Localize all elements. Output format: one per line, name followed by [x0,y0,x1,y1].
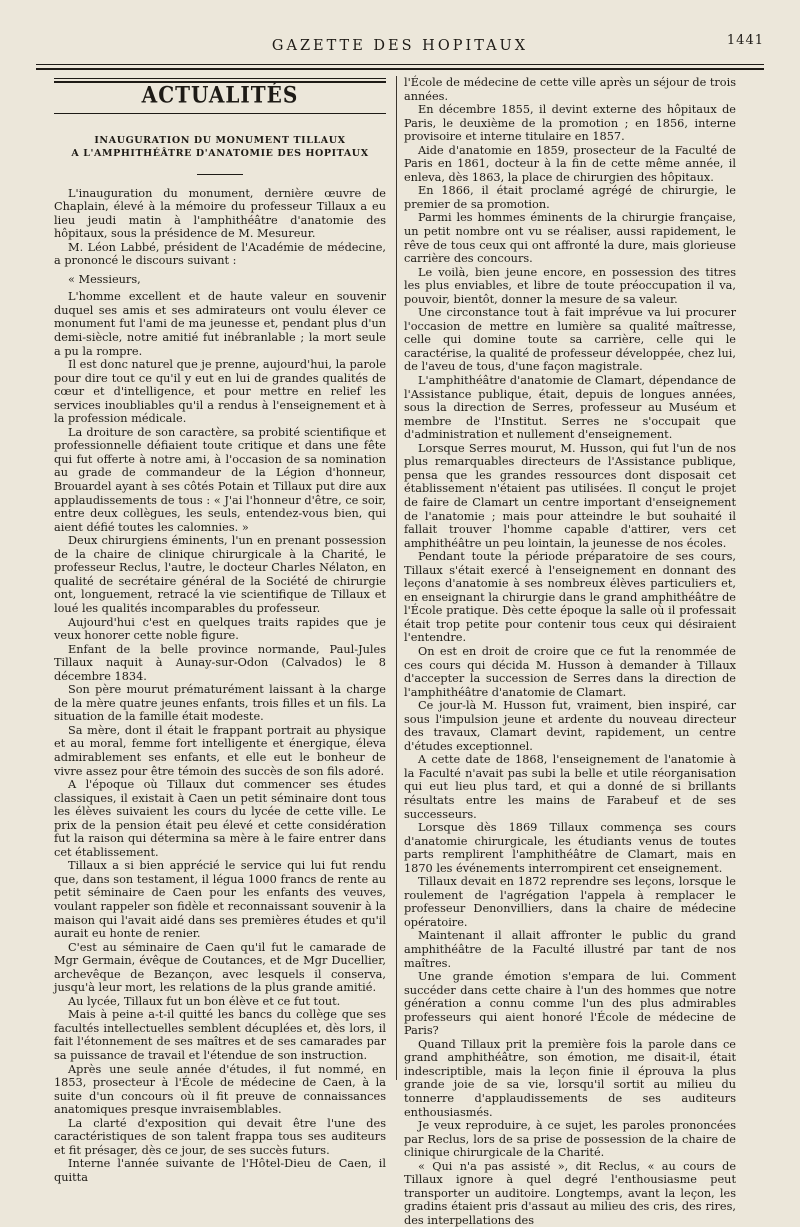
paragraph: Le voilà, bien jeune encore, en possession des titres les plus enviables, et libre de toute préoccupation il va, pouvoir, bientôt, donner la mesure de sa valeur. [404,265,736,306]
article-heading [54,134,386,160]
right-column [404,76,736,1227]
paragraph: C'est au séminaire de Caen qu'il fut le camarade de Mgr Germain, évêque de Coutances, et de Mgr Ducellier, archevêque de Bezançon, avec lesquels il conserva, jusqu'à leur mort, les relations de la plus grande amitié. [54,940,386,995]
paragraph: Deux chirurgiens éminents, l'un en prenant possession de la chaire de clinique chirurgicale à la Charité, le professeur Reclus, l'autre, le docteur Charles Nélaton, en qualité de secrétaire général de la Société de chirurgie ont, longuement, retracé la vie scientifique de Tillaux et loué les qualités incomparables du professeur. [54,534,386,615]
paragraph: L'amphithéâtre d'anatomie de Clamart, dépendance de l'Assistance publique, était, depuis de longues années, sous la direction de Serres, professeur au Muséum et membre de l'Institut. Serres ne s'occupait que d'administration et nullement d'enseignement. [404,374,736,442]
paragraph: A cette date de 1868, l'enseignement de l'anatomie à la Faculté n'avait pas subi la belle et utile réorganisation qui eut lieu plus tard, et qui a donné de si brillants résultats entre les mains de Farabeuf et de ses successeurs. [404,753,736,821]
header-rule-thick [36,68,764,70]
heading-rule [197,174,243,175]
paragraph: La clarté d'exposition qui devait être l'une des caractéristiques de son talent frappa tous ses auditeurs et fit présager, dès ce jour, de ses succès futurs. [54,1116,386,1157]
paragraph: Tillaux a si bien apprécié le service qui lui fut rendu que, dans son testament, il légua 1000 francs de rente au petit séminaire de Caen pour les enfants des veuves, voulant rappeler son fidèle et reconnaissant souvenir à la maison qui l'avait aidé dans ses premières études et qu'il aurait eu honte de renier. [54,859,386,941]
paragraph: En 1866, il était proclamé agrégé de chirurgie, le premier de sa promotion. [404,184,736,211]
paragraph: Aide d'anatomie en 1859, prosecteur de la Faculté de Paris en 1861, docteur à la fin de cette même année, il enleva, dès 1863, la place de chirurgien des hôpitaux. [404,143,736,184]
paragraph: Aujourd'hui c'est en quelques traits rapides que je veux honorer cette noble figure. [54,615,386,643]
paragraph: Au lycée, Tillaux fut un bon élève et ce fut tout. [68,994,341,1008]
paragraph: En décembre 1855, il devint externe des hôpitaux de Paris, le deuxième de la promotion ; en 1856, interne provisoire et interne titulaire en 1857. [404,103,736,144]
paragraph: Parmi les hommes éminents de la chirurgie française, un petit nombre ont vu se réaliser, aussi rapidement, le rêve de tous ceux qui ont affronté la dure, mais glorieuse carrière des concours. [404,211,736,266]
paragraph: M. Léon Labbé, président de l'Académie de médecine, a prononcé le discours suivant : [54,240,386,268]
paragraph: Enfant de la belle province normande, Paul-Jules Tillaux naquit à Aunay-sur-Odon (Calvados) le 8 décembre 1834. [54,642,386,683]
salutation: « Messieurs, [68,272,141,286]
paragraph: Je veux reproduire, à ce sujet, les paroles prononcées par Reclus, lors de sa prise de possession de la chaire de clinique chirurgicale de la Charité. [404,1119,736,1160]
paragraph: L'homme excellent et de haute valeur en souvenir duquel ses amis et ses admirateurs ont voulu élever ce monument fut l'ami de ma jeunesse et, pendant plus d'un demi-siècle, notre amitié fut inébranlable ; la mort seule a pu la rompre. [54,290,386,358]
section-bottom-rule [54,113,386,114]
paragraph: l'École de médecine de cette ville après un séjour de trois années. [404,76,736,103]
paragraph: Lorsque Serres mourut, M. Husson, qui fut l'un de nos plus remarquables directeurs de l'Assistance publique, pensa que les grandes ressources dont disposait cet établissement n'étaient pas utilisées. Il conçut le projet de faire de Clamart un centre important d'enseignement de l'anatomie ; mais pour atteindre le but souhaité il fallait trouver l'homme capable d'attirer, vers cet amphithéâtre un peu lointain, la jeunesse de nos écoles. [404,441,736,550]
paragraph: Il est donc naturel que je prenne, aujourd'hui, la parole pour dire tout ce qu'il y eut en lui de grandes qualités de cœur et d'intelligence, et pour mettre en relief les services inoubliables qu'il a rendus à l'enseignement et à la profession médicale. [54,358,387,426]
paragraph: Son père mourut prématurément laissant à la charge de la mère quatre jeunes enfants, trois filles et un fils. La situation de la famille était modeste. [54,683,386,724]
paragraph: La droiture de son caractère, sa probité scientifique et professionnelle défiaient toute critique et dans une fête qui fut offerte à notre ami, à l'occasion de sa nomination au grade de commandeur de la Légion d'honneur, Brouardel ayant à ses côtés Potain et Tillaux put dire aux applaudissements de tous : « J'ai l'honneur d'être, ce soir, entre deux collègues, les seuls, entendez-vous bien, qui aient défié toutes les calomnies. » [54,425,386,534]
paragraph: Tillaux devait en 1872 reprendre ses leçons, lorsque le roulement de l'agrégation l'appela à remplacer le professeur Denonvilliers, dans la chaire de médecine opératoire. [404,875,736,929]
paragraph: Lorsque dès 1869 Tillaux commença ses cours d'anatomie chirurgicale, les étudiants venus de toutes parts remplirent l'amphithéâtre de Clamart, mais en 1870 les événements interrompirent cet enseignement. [404,821,736,875]
paragraph: L'inauguration du monument, dernière œuvre de Chaplain, élevé à la mémoire du professeur Tillaux a eu lieu jeudi matin à l'amphithéâtre d'anatomie des hôpitaux, sous la présidence de M. Mesureur. [54,186,386,241]
paragraph: Interne l'année suivante de l'Hôtel-Dieu de Caen, il quitta [54,1157,386,1184]
article-title-line-1: INAUGURATION DU MONUMENT TILLAUX [94,134,346,146]
paragraph: Pendant toute la période préparatoire de ses cours, Tillaux s'était exercé à l'enseignement en donnant des leçons d'anatomie à ses nombreux élèves particuliers et, en enseignant la chirurgie dans le grand amphithéâtre de l'École pratique. Dès cette époque la salle où il professait était trop petite pour contenir tous ceux qui désiraient l'entendre. [404,550,736,645]
paragraph: Maintenant il allait affronter le public du grand amphithéâtre de la Faculté illustré par tant de nos maîtres. [404,929,736,970]
paragraph: Une circonstance tout à fait imprévue va lui procurer l'occasion de mettre en lumière sa qualité maîtresse, celle qui domine toute sa carrière, celle qui le caractérise, la qualité de professeur développée, chez lui, de l'aveu de tous, d'une façon magistrale. [404,306,736,374]
paragraph: A l'époque où Tillaux dut commencer ses études classiques, il existait à Caen un petit séminaire dont tous les élèves suivaient les cours du lycée de cette ville. Le prix de la pension était peu élevé et cette considération fut la raison qui détermina sa mère à le faire entrer dans cet établissement. [54,778,386,859]
paragraph: Ce jour-là M. Husson fut, vraiment, bien inspiré, car sous l'impulsion jeune et ardente du nouveau directeur des travaux, Clamart devint, rapidement, un centre d'études exceptionnel. [404,699,736,753]
paragraph: « Qui n'a pas assisté », dit Reclus, « au cours de Tillaux ignore à quel degré l'enthousiasme peut transporter un auditoire. Longtemps, avant la leçon, les gradins étaient pris d'assaut au milieu des cris, des rires, des interpellations des [404,1159,736,1227]
paragraph: Mais à peine a-t-il quitté les bancs du collège que ses facultés intellectuelles semblent décuplées et, dès lors, il fait l'étonnement de ses maîtres et de ses camarades par sa puissance de travail et l'étendue de son instruction. [54,1008,386,1062]
page-number: 1441 [726,33,764,48]
article-title-line-2: A L'AMPHITHÉÂTRE D'ANATOMIE DES HOPITAUX [71,147,369,159]
paragraph: On est en droit de croire que ce fut la renommée de ces cours qui décida M. Husson à demander à Tillaux d'accepter la succession de Serres dans la direction de l'amphithéâtre d'anatomie de Clamart. [404,644,736,699]
paragraph: Sa mère, dont il était le frappant portrait au physique et au moral, femme fort intelligente et énergique, éleva admirablement ses enfants, et elle eut le bonheur de vivre assez pour être témoin des succès de son fils adoré. [54,723,386,778]
paragraph: Une grande émotion s'empara de lui. Comment succéder dans cette chaire à l'un des hommes que notre génération a connu comme l'un des plus admirables professeurs qui aient honoré l'École de médecine de Paris? [404,970,736,1038]
header-rule [36,64,764,65]
running-head: GAZETTE DES HOPITAUX [271,38,529,54]
paragraph: Après une seule année d'études, il fut nommé, en 1853, prosecteur à l'École de médecine de Caen, à la suite d'un concours où il fit preuve de connaissances anatomiques presque invraisemblables. [54,1062,386,1117]
left-column [54,76,386,1184]
column-divider [396,76,397,1080]
paragraph: Quand Tillaux prit la première fois la parole dans ce grand amphithéâtre, son émotion, me disait-il, était indescriptible, mais la leçon finie il éprouva la plus grande joie de sa vie, lorsqu'il sortit au milieu du tonnerre d'applaudissements de ses auditeurs enthousiasmés. [404,1037,736,1119]
section-title: ACTUALITÉS [141,81,299,109]
section-top-rule [54,78,386,79]
